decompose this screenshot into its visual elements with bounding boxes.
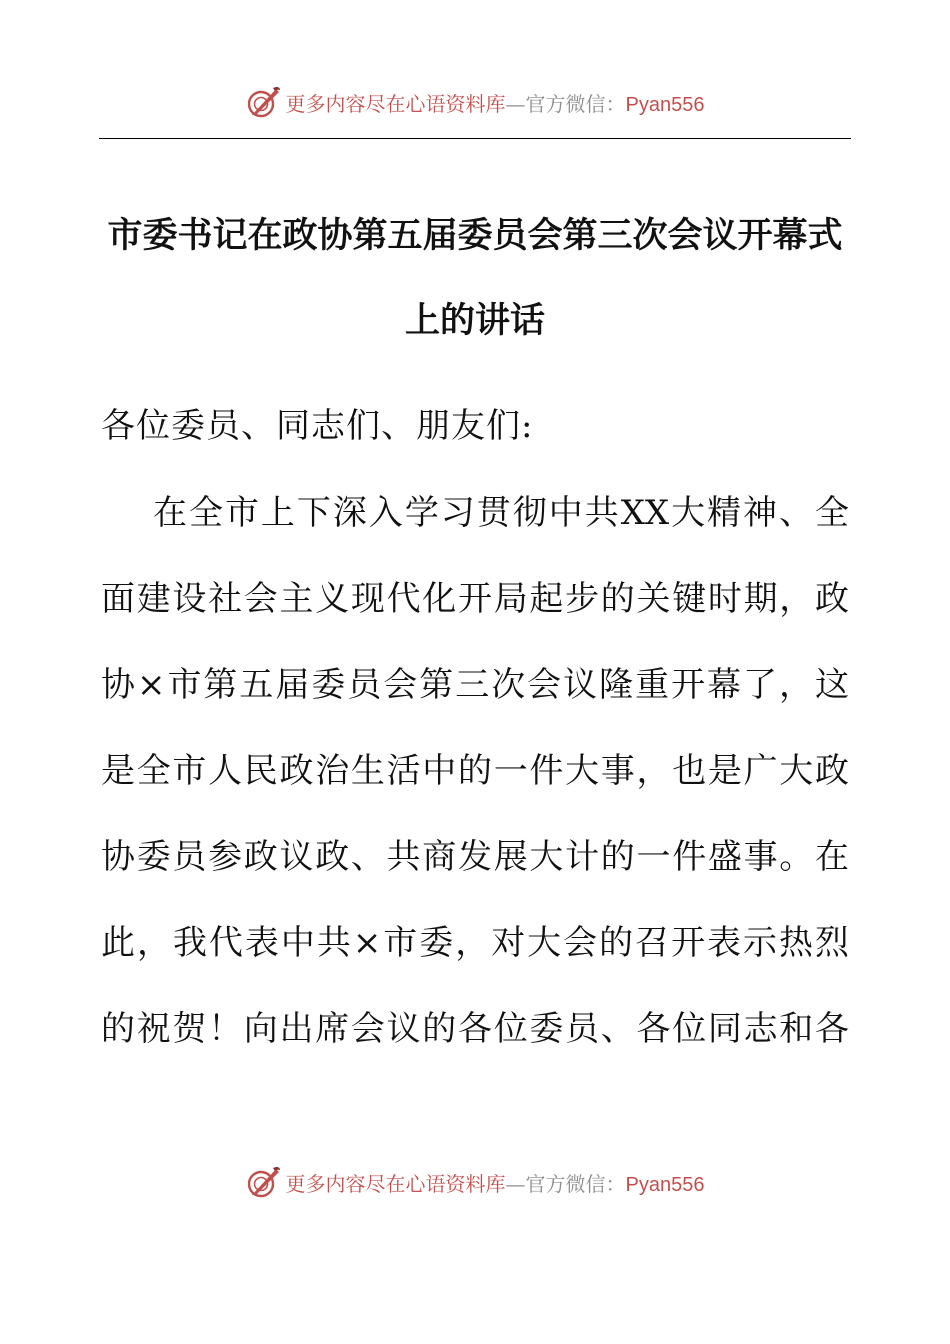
salutation: 各位委员、同志们、朋友们: (101, 406, 534, 446)
banner-text (286, 88, 705, 117)
banner-wechat-account: Pyan556 (625, 93, 705, 116)
paragraph-line-5: 协委员参政议政、共商发展大计的一件盛事。在 (101, 837, 849, 877)
banner-wechat-label: —官方微信： (505, 1171, 626, 1196)
document-title-line-2: 上的讲话 (404, 301, 545, 341)
paragraph-line-3: 协×市第五届委员会第三次会议隆重开幕了，这 (101, 665, 849, 705)
paragraph-line-7: 的祝贺！向出席会议的各位委员、各位同志和各 (101, 1009, 849, 1049)
paragraph-line-4: 是全市人民政治生活中的一件大事，也是广大政 (101, 751, 849, 791)
quill-logo-icon (246, 1164, 282, 1200)
banner-wechat-account: Pyan556 (625, 1173, 705, 1196)
banner-wechat-label: —官方微信： (505, 91, 626, 116)
footer-banner (0, 1160, 950, 1204)
quill-logo-icon (246, 84, 282, 120)
document-title-line-1: 市委书记在政协第五届委员会第三次会议开幕式 (107, 216, 843, 256)
header-divider (99, 138, 851, 139)
paragraph-line-2: 面建设社会主义现代化开局起步的关键时期，政 (101, 579, 849, 619)
paragraph-line-1: 在全市上下深入学习贯彻中共XX大精神、全 (153, 493, 849, 533)
header-banner (0, 80, 950, 124)
banner-slogan: 更多内容尽在心语资料库 (285, 1171, 506, 1196)
banner-slogan: 更多内容尽在心语资料库 (285, 91, 506, 116)
banner-text (286, 1168, 705, 1197)
paragraph-line-6: 此，我代表中共×市委，对大会的召开表示热烈 (101, 923, 849, 963)
